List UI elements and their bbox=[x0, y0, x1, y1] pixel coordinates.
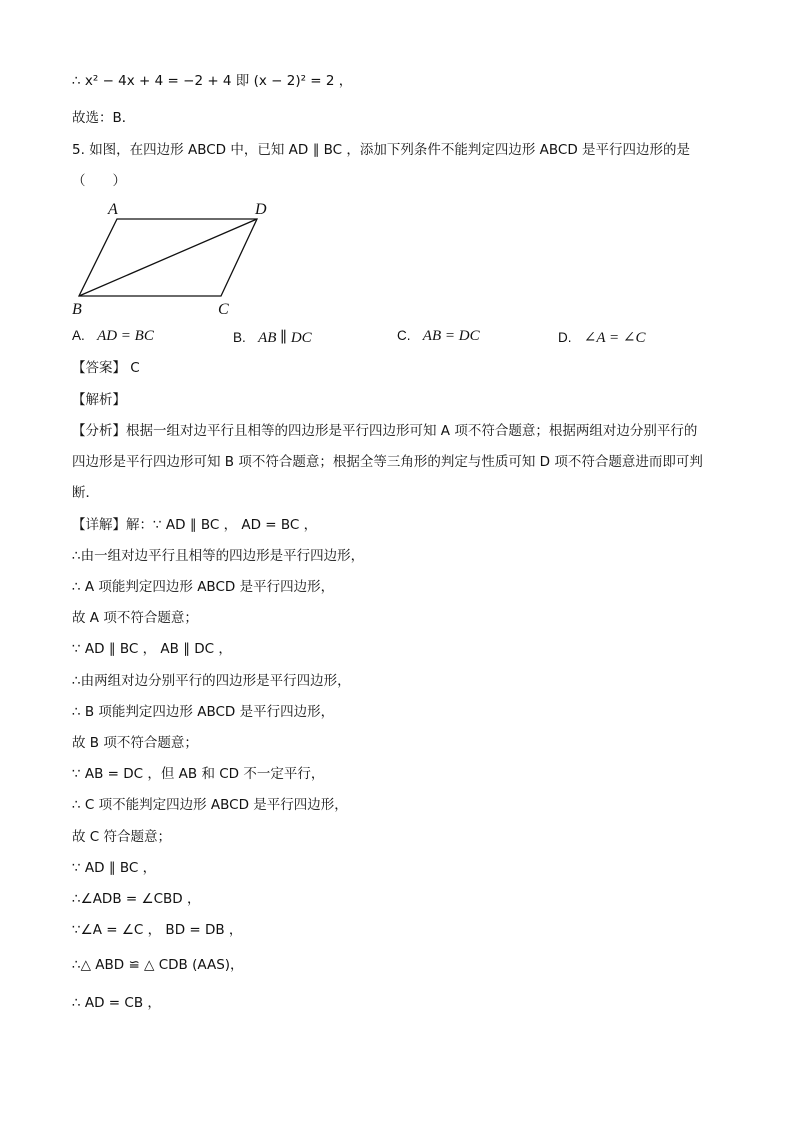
vertex-label-a: A bbox=[108, 201, 118, 218]
option-c bbox=[397, 328, 480, 345]
detail-line-1: 【详解】解：∵ AD ∥ BC ， AD = BC ， bbox=[72, 517, 318, 533]
option-d-value: ∠A = ∠C bbox=[583, 330, 646, 346]
question-text: 如图，在四边形 ABCD 中，已知 AD ∥ BC ，添加下列条件不能判定四边形 ABCD 是平行四边形的是 bbox=[89, 142, 691, 158]
option-d-label: D. bbox=[558, 330, 572, 345]
detail-line-14: ∵∠A = ∠C ， BD = DB ， bbox=[72, 922, 243, 938]
detail-line-11: 故 C 符合题意； bbox=[72, 829, 172, 845]
option-b-value: AB ∥ DC bbox=[258, 330, 312, 346]
answer-tag: 【答案】 bbox=[72, 360, 126, 376]
option-b-label: B. bbox=[233, 330, 246, 345]
answer-line bbox=[72, 358, 140, 378]
vertex-label-b: B bbox=[72, 301, 82, 318]
detail-line-4: 故 A 项不符合题意； bbox=[72, 610, 198, 626]
option-a-value: AD = BC bbox=[97, 328, 154, 344]
detail-line-15: ∴△ ABD ≌ △ CDB (AAS)， bbox=[72, 957, 244, 973]
detail-line-16: ∴ AD = CB ， bbox=[72, 995, 161, 1011]
detail-line-7: ∴ B 项能判定四边形 ABCD 是平行四边形， bbox=[72, 704, 335, 720]
detail-line-9: ∵ AB = DC ，但 AB 和 CD 不一定平行， bbox=[72, 766, 325, 782]
solution-tail-line-1: ∴ x² − 4x + 4 = −2 + 4 即 (x − 2)² = 2 ， bbox=[72, 73, 353, 89]
question-5 bbox=[72, 140, 690, 160]
option-d bbox=[558, 328, 645, 347]
analysis-line-1: 【分析】根据一组对边平行且相等的四边形是平行四边形可知 A 项不符合题意；根据两组对边分别平行的 bbox=[72, 423, 698, 439]
answer-value: C bbox=[130, 360, 140, 376]
choose-b-line: 故选：B． bbox=[72, 110, 136, 126]
detail-line-6: ∴由两组对边分别平行的四边形是平行四边形， bbox=[72, 673, 351, 689]
parallelogram-figure bbox=[66, 196, 286, 320]
detail-line-2: ∴由一组对边平行且相等的四边形是平行四边形， bbox=[72, 548, 365, 564]
vertex-label-c: C bbox=[218, 301, 229, 318]
question-number: 5. bbox=[72, 142, 85, 158]
option-a-label: A. bbox=[72, 328, 85, 343]
detail-line-10: ∴ C 项不能判定四边形 ABCD 是平行四边形， bbox=[72, 797, 348, 813]
detail-line-12: ∵ AD ∥ BC ， bbox=[72, 860, 157, 876]
option-b bbox=[233, 328, 312, 347]
option-c-value: AB = DC bbox=[422, 328, 480, 344]
detail-line-5: ∵ AD ∥ BC ， AB ∥ DC ， bbox=[72, 641, 232, 657]
detail-line-8: 故 B 项不符合题意； bbox=[72, 735, 198, 751]
analysis-tag: 【解析】 bbox=[72, 392, 126, 408]
analysis-line-2: 四边形是平行四边形可知 B 项不符合题意；根据全等三角形的判定与性质可知 D 项不符合题意进而即可判 bbox=[72, 454, 703, 470]
vertex-label-d: D bbox=[255, 201, 267, 218]
diagonal-bd bbox=[79, 219, 257, 296]
question-bracket: （ ） bbox=[72, 173, 126, 189]
option-a bbox=[72, 328, 154, 345]
analysis-line-3: 断． bbox=[72, 485, 99, 501]
detail-line-3: ∴ A 项能判定四边形 ABCD 是平行四边形， bbox=[72, 579, 335, 595]
detail-line-13: ∴∠ADB = ∠CBD ， bbox=[72, 891, 201, 907]
option-c-label: C. bbox=[397, 328, 411, 343]
